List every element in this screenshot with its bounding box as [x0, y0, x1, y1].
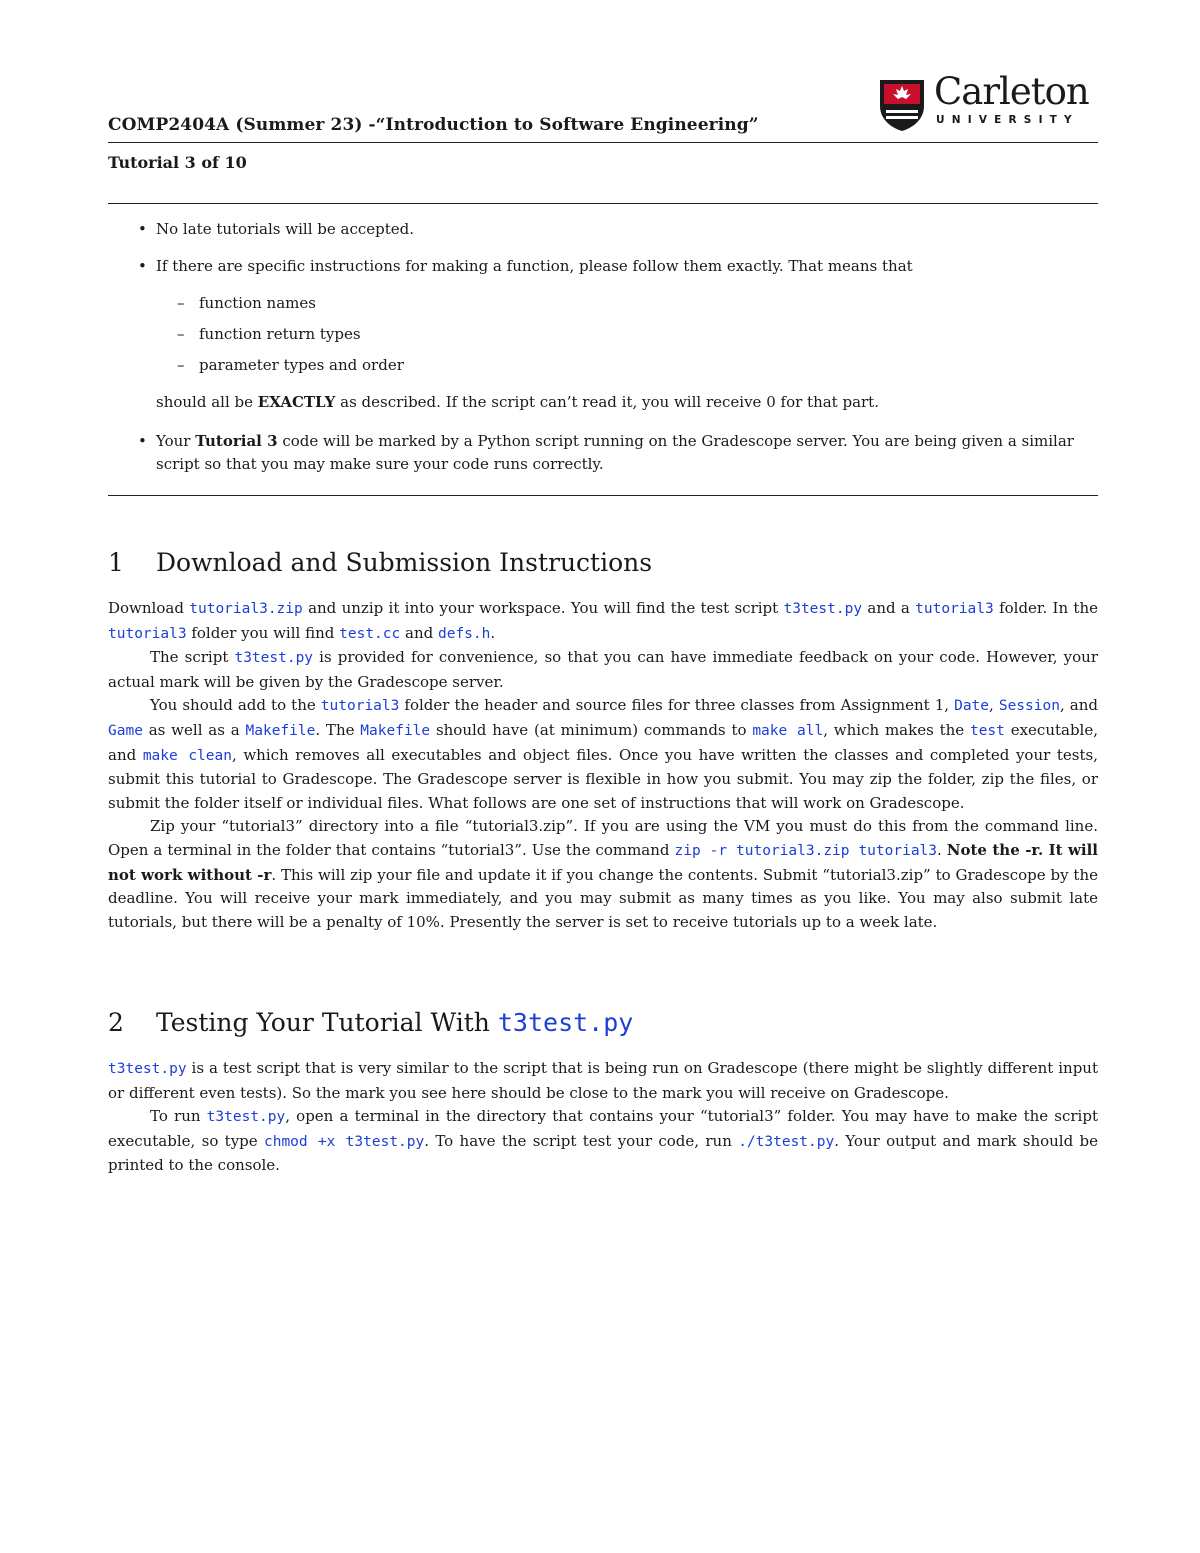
paragraph: t3test.py is a test script that is very similar to the script that is being run on Gradescope (there might be slightly different input or different even tests). So the mark you see here should be close to the mark you will receive on Gradescope.: [108, 1059, 1098, 1102]
tutorial-number: Tutorial 3 of 10: [108, 153, 247, 172]
course-title: COMP2404A (Summer 23) -“Introduction to Software Engineering”: [108, 115, 759, 135]
paragraph: Zip your “tutorial3” directory into a file “tutorial3.zip”. If you are using the VM you must do this from the command line. Open a terminal in the folder that contains “tutorial3”. Use the command zip -r tutorial3.zip tutorial3. Note the -r. It will not work without -r. This will zip your file and update it if you change the contents. Submit “tutorial3.zip” to Gradescope by the deadline. You will receive your mark immediately, and you may submit as many times as you like. You may also submit late tutorials, but there will be a penalty of 10%. Presently the server is set to receive tutorials up to a week late.: [108, 817, 1098, 931]
paragraph: To run t3test.py, open a terminal in the directory that contains your “tutorial3” folder. You may have to make the script executable, so type chmod +x t3test.py. To have the script test your code, run ./t3test.py. Your output and mark should be printed to the console.: [108, 1107, 1098, 1175]
logo-wordmark: Carleton: [934, 70, 1089, 113]
sub-list-item: – function return types: [108, 323, 1098, 346]
file-link[interactable]: t3test.py: [783, 601, 863, 617]
rules-list: [108, 218, 1098, 490]
sub-list: [108, 292, 1098, 377]
section-heading: 2 Testing Your Tutorial With t3test.py: [108, 1008, 634, 1037]
section-heading: 1 Download and Submission Instructions: [108, 548, 653, 577]
paragraph: Download tutorial3.zip and unzip it into your workspace. You will find the test script t3test.py and a tutorial3 folder. In the tutorial3 folder you will find test.cc and defs.h.: [108, 599, 1099, 642]
sub-list-item: – parameter types and order: [108, 354, 1098, 377]
section-2-body: [108, 1057, 1098, 1178]
sub-list-item: – function names: [108, 292, 1098, 315]
list-item: • If there are specific instructions for making a function, please follow them exactly. That means that: [108, 255, 1098, 278]
carleton-shield-icon: [878, 76, 926, 132]
bullet-icon: •: [138, 257, 147, 275]
rules-divider-top: [108, 203, 1098, 204]
logo-subtitle: UNIVERSITY: [936, 114, 1079, 126]
rules-divider-bottom: [108, 495, 1098, 496]
list-continuation: should all be EXACTLY as described. If the script can’t read it, you will receive 0 for that part.: [156, 393, 879, 411]
section-1-body: [108, 597, 1098, 934]
dash-icon: –: [177, 294, 185, 312]
list-item: • No late tutorials will be accepted.: [108, 218, 1098, 241]
bullet-icon: •: [138, 220, 147, 238]
list-item: • Your Tutorial 3 code will be marked by a Python script running on the Gradescope server. You are being given a similar script so that you may make sure your code runs correctly.: [138, 432, 1074, 473]
dash-icon: –: [177, 356, 185, 374]
carleton-logo: [878, 70, 1098, 134]
paragraph: You should add to the tutorial3 folder the header and source files for three classes from Assignment 1, Date, Session, and Game as well as a Makefile. The Makefile should have (at minimum) commands to make all, which makes the test executable, and make clean, which removes all executables and object files. Once you have written the classes and completed your tests, submit this tutorial to Gradescope. The Gradescope server is flexible in how you submit. You may zip the folder, zip the files, or submit the folder itself or individual files. What follows are one set of instructions that will work on Gradescope.: [108, 696, 1098, 812]
file-link[interactable]: tutorial3.zip: [189, 601, 303, 617]
bullet-icon: •: [138, 432, 147, 450]
paragraph: The script t3test.py is provided for convenience, so that you can have immediate feedback on your code. However, your actual mark will be given by the Gradescope server.: [108, 648, 1099, 691]
header-divider: [108, 142, 1098, 143]
dash-icon: –: [177, 325, 185, 343]
